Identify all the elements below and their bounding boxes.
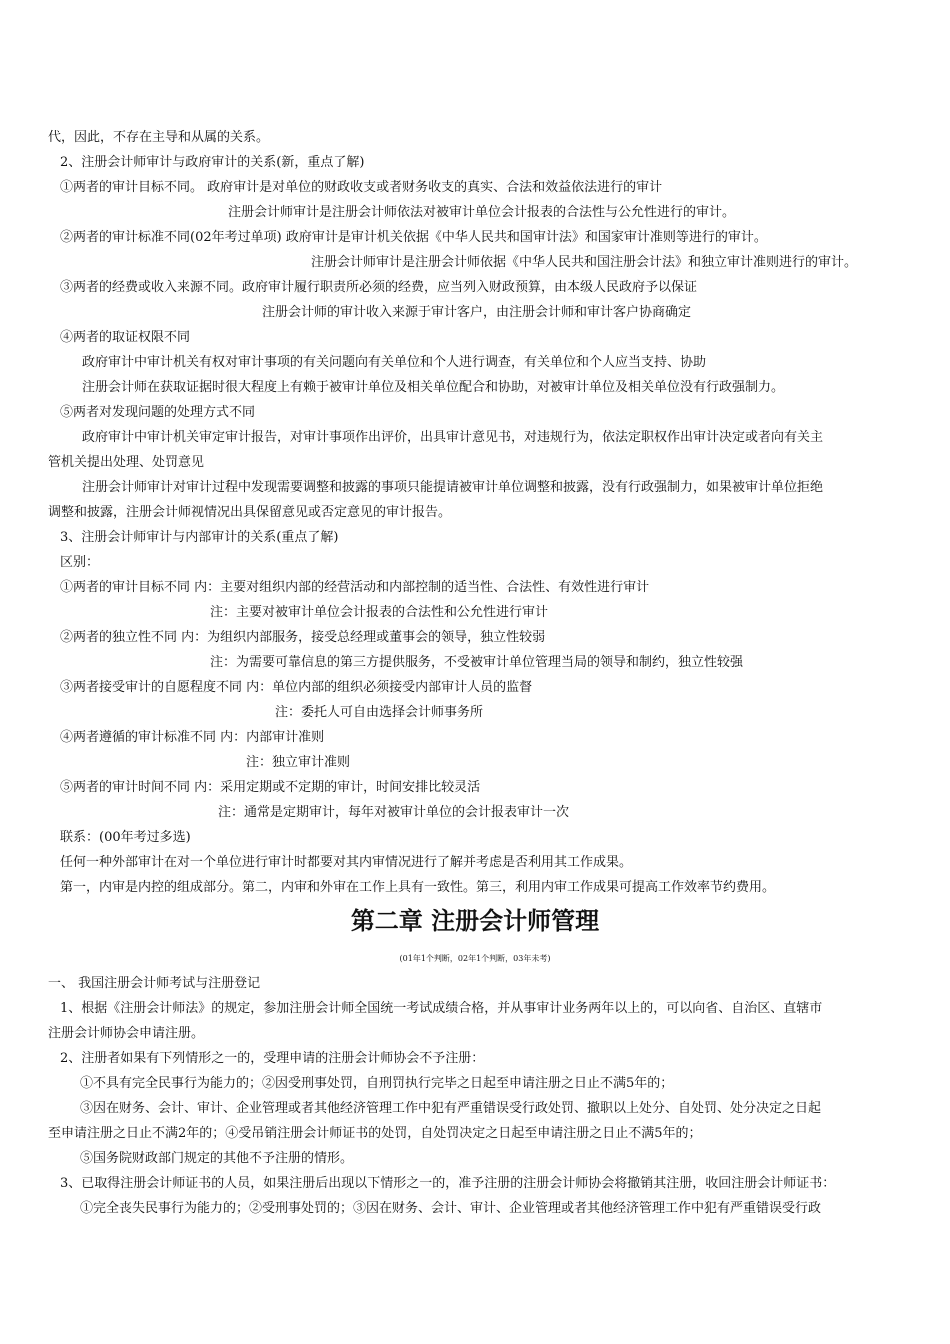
section-heading: 一、 我国注册会计师考试与注册登记 (48, 976, 261, 991)
text-line: 注：主要对被审计单位会计报表的合法性和公允性进行审计 (210, 605, 549, 620)
text-line: 联系：(00年考过多选) (60, 830, 191, 845)
text-line: 注册会计师审计是注册会计师依法对被审计单位会计报表的合法性与公允性进行的审计。 (228, 205, 736, 220)
text-line: ①不具有完全民事行为能力的；②因受刑事处罚，自刑罚执行完毕之日起至申请注册之日止不满5年的； (80, 1076, 674, 1091)
text-line: 调整和披露，注册会计师视情况出具保留意见或否定意见的审计报告。 (48, 505, 452, 520)
chapter-subtitle: (01年1个判断，02年1个判断，03年未考) (399, 954, 551, 963)
text-line: 管机关提出处理、处罚意见 (48, 455, 205, 470)
text-line: 注册会计师审计是注册会计师依据《中华人民共和国注册会计法》和独立审计准则进行的审计。 (311, 255, 858, 270)
text-line: ⑤两者对发现问题的处理方式不同 (60, 405, 256, 420)
text-line: 注册会计师在获取证据时很大程度上有赖于被审计单位及相关单位配合和协助，对被审计单位及相关单位没有行政强制力。 (82, 380, 785, 395)
text-line: ①两者的审计目标不同。 政府审计是对单位的财政收支或者财务收支的真实、合法和效益依法进行的审计 (60, 180, 663, 195)
text-line: 注：委托人可自由选择会计师事务所 (275, 705, 484, 720)
text-line: 任何一种外部审计在对一个单位进行审计时都要对其内审情况进行了解并考虑是否利用其工作成果。 (60, 855, 633, 870)
chapter-title: 第二章 注册会计师管理 (350, 907, 600, 935)
text-line: ②两者的独立性不同 内：为组织内部服务，接受总经理或董事会的领导，独立性较弱 (60, 630, 546, 645)
text-line: 3、注册会计师审计与内部审计的关系(重点了解) (60, 530, 339, 545)
text-line: 1、根据《注册会计师法》的规定，参加注册会计师全国统一考试成绩合格，并从事审计业务两年以上的，可以向省、自治区、直辖市 (60, 1001, 823, 1016)
text-line: 注：通常是定期审计，每年对被审计单位的会计报表审计一次 (218, 805, 570, 820)
text-line: 至申请注册之日止不满2年的；④受吊销注册会计师证书的处罚，自处罚决定之日起至申请注册之日止不满5年的； (48, 1126, 702, 1141)
text-line: 政府审计中审计机关有权对审计事项的有关问题向有关单位和个人进行调查，有关单位和个人应当支持、协助 (82, 355, 707, 370)
text-line: 2、注册会计师审计与政府审计的关系(新，重点了解) (60, 155, 365, 170)
text-line: 注册会计师的审计收入来源于审计客户，由注册会计师和审计客户协商确定 (262, 305, 692, 320)
text-line: ⑤国务院财政部门规定的其他不予注册的情形。 (80, 1151, 354, 1166)
text-line: 政府审计中审计机关审定审计报告，对审计事项作出评价，出具审计意见书，对违规行为，依法定职权作出审计决定或者向有关主 (82, 430, 824, 445)
text-line: 注册会计师审计对审计过程中发现需要调整和披露的事项只能提请被审计单位调整和披露，没有行政强制力，如果被审计单位拒绝 (82, 480, 824, 495)
text-line: ①两者的审计目标不同 内：主要对组织内部的经营活动和内部控制的适当性、合法性、有效性进行审计 (60, 580, 650, 595)
text-line: 注：独立审计准则 (246, 755, 351, 770)
text-line: 2、注册者如果有下列情形之一的，受理申请的注册会计师协会不予注册： (60, 1051, 485, 1066)
text-line: 注：为需要可靠信息的第三方提供服务，不受被审计单位管理当局的领导和制约，独立性较强 (210, 655, 744, 670)
text-line: ②两者的审计标准不同(02年考过单项) 政府审计是审计机关依据《中华人民共和国审计法》和国家审计准则等进行的审计。 (60, 230, 767, 245)
text-line: ⑤两者的审计时间不同 内：采用定期或不定期的审计，时间安排比较灵活 (60, 780, 481, 795)
text-line: ④两者遵循的审计标准不同 内：内部审计准则 (60, 730, 325, 745)
text-line: 区别： (60, 555, 100, 570)
text-line: ③两者接受审计的自愿程度不同 内：单位内部的组织必须接受内部审计人员的监督 (60, 680, 533, 695)
text-line: ③两者的经费或收入来源不同。政府审计履行职责所必须的经费，应当列入财政预算，由本级人民政府予以保证 (60, 280, 698, 295)
text-line: 3、已取得注册会计师证书的人员，如果注册后出现以下情形之一的，准予注册的注册会计师协会将撤销其注册，收回注册会计师证书： (60, 1176, 836, 1191)
text-line: ④两者的取证权限不同 (60, 330, 191, 345)
text-line: ③因在财务、会计、审计、企业管理或者其他经济管理工作中犯有严重错误受行政处罚、撤职以上处分、自处罚、处分决定之日起 (80, 1101, 822, 1116)
text-line: ①完全丧失民事行为能力的；②受刑事处罚的；③因在财务、会计、审计、企业管理或者其他经济管理工作中犯有严重错误受行政 (80, 1201, 822, 1216)
text-line: 代，因此，不存在主导和从属的关系。 (48, 130, 270, 145)
text-line: 第一，内审是内控的组成部分。第二，内审和外审在工作上具有一致性。第三，利用内审工作成果可提高工作效率节约费用。 (60, 880, 776, 895)
text-line: 注册会计师协会申请注册。 (48, 1026, 205, 1041)
